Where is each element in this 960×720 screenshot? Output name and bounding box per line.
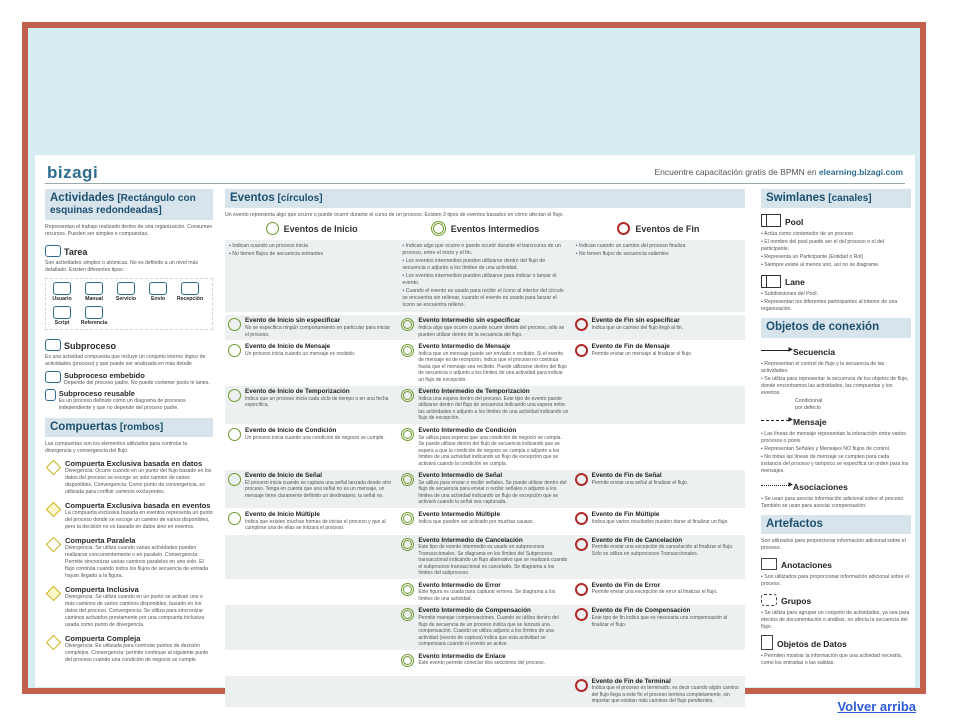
bpmn-poster	[35, 155, 915, 705]
artefactos-heading: Artefactos	[761, 515, 911, 534]
note-item: ▪ Indican cuando un camino del proceso finaliza	[576, 243, 741, 250]
lane-icon	[761, 275, 781, 288]
task-type-3	[145, 282, 171, 302]
task-type-4	[177, 282, 203, 302]
conditional-flow-label: Condicional	[795, 397, 823, 404]
bizagi-logo: bizagi	[47, 163, 99, 182]
event-cell-intermedio	[398, 470, 571, 508]
subproceso-block: Subproceso Es una actividad compuesta que incluye un conjunto interno lógico de actividades (proceso) y que puede ser analizada en más detalle Subproceso embebido Depende del proceso padre. No puede contener pools ni lanes. Subproceso reusable Es un proceso definido como un diagrama de procesos independiente y que no depende del proceso padre.	[45, 336, 213, 412]
task-type-label: Recepción	[176, 295, 204, 302]
association-icon	[761, 485, 789, 486]
event-name: Evento Intermedio de Señal	[418, 472, 503, 480]
event-cell-fin	[572, 386, 745, 424]
event-desc: El proceso inicia cuando se captura una señal lanzada desde otro proceso. Tenga en cuenta que una señal no es un mensaje, un mensaje tiene claramente definido un destinatario, la señal no.	[245, 479, 391, 499]
event-inicio-icon	[228, 389, 241, 402]
swimlanes-heading: Swimlanes [canales]	[761, 189, 911, 208]
event-name: Evento Intermedio de Condición	[418, 426, 517, 434]
gateway-name: Compuerta Inclusiva	[65, 585, 139, 595]
event-inicio-icon	[228, 428, 241, 441]
event-cell-intermedio	[398, 535, 571, 579]
task-type-label: Servicio	[115, 295, 137, 302]
task-type-2	[113, 282, 139, 302]
event-row	[225, 650, 745, 675]
event-name: Evento Intermedio de Temporización	[418, 388, 530, 396]
event-cell-intermedio	[398, 605, 571, 649]
gateway-desc: Divergencia: Es utilizada para controlar puntos de decisión complejos. Convergencia: permite continuar al siguiente punto del proceso cuando una condición de negocio se cumple.	[65, 643, 209, 664]
event-columns-header: Eventos de Inicio Eventos Intermedios Eventos de Fin	[225, 221, 745, 236]
event-desc: No se especifica ningún comportamiento en particular para iniciar el proceso.	[245, 325, 391, 338]
note-item: ▪ Representan el control de flujo y la secuencia de las actividades.	[761, 361, 911, 375]
event-row	[225, 469, 745, 508]
event-fin-icon	[575, 538, 588, 551]
event-name: Evento Intermedio de Error	[418, 581, 501, 589]
start-event-icon	[266, 222, 279, 235]
event-name: Evento de Fin de Compensación	[591, 607, 691, 615]
note-item: ▪ No tienen flujos de secuencia salientes	[576, 251, 741, 258]
task-type-icon	[53, 282, 71, 295]
task-type-label: Referencia	[80, 319, 108, 326]
gateway-diamond-icon	[46, 537, 62, 553]
note-item: ▪ Indican algo que ocurre o puede ocurrir durante el transcurso de un proceso, entre el inicio y el fin.	[402, 243, 567, 257]
note-item: ▪ Cuando el evento es usado para recibir el ícono al interior del círculo se encuentra sin rellenar, cuando el evento es usado para lanzar el ícono se encuentra relleno.	[402, 288, 567, 309]
note-item: ▪ No todas las líneas de mensaje se cumplen para cada instancia del proceso y tampoco se especifica un orden para los mensajes.	[761, 454, 911, 475]
event-desc: Indica una espera dentro del proceso. Este tipo de evento puede utilizarse dentro del flujo de secuencia indicando una espera entre las actividades o adjunto a los límites de una actividad indicando un flujo de excepción.	[418, 395, 569, 422]
tarea-block: Tarea Son actividades simples o atómicas. No es definido a un nivel más detallado. Existen diferentes tipos:	[45, 242, 213, 274]
event-name: Evento de Inicio Múltiple	[245, 510, 320, 518]
gateway-item	[45, 634, 213, 664]
event-inicio-icon	[228, 318, 241, 331]
event-name: Evento de Fin de Señal	[591, 472, 662, 480]
event-desc: Permite manejar compensaciones. Cuando se utiliza dentro del flujo de secuencia de un proceso indica que se lanzará una compensación. Cuando se utiliza adjunto a los límites de una actividad (evento de captura) indica que esta actividad se compensará cuando el evento se active.	[418, 615, 559, 648]
tagline: Encuentre capacitación gratis de BPMN en elearning.bizagi.com	[654, 167, 903, 177]
gateway-item	[45, 536, 213, 580]
pool-icon	[761, 214, 781, 227]
event-cell-fin	[572, 315, 745, 340]
gateway-name: Compuerta Compleja	[65, 634, 141, 644]
event-desc: Indica algo que ocurre o puede ocurrir dentro del proceso, sólo se pueden utilizar dentro de la secuencia del flujo.	[418, 325, 565, 338]
event-desc: Este evento permite conectar dos secciones del proceso.	[418, 660, 546, 667]
event-desc: Indica que el proceso es terminado, es decir cuando algún camino del flujo llega a este fin el proceso termina completamente, sin importar que existan más caminos del flujo pendientes.	[591, 685, 739, 705]
event-desc: Un proceso inicia cuando una condición de negocio se cumple.	[245, 434, 385, 441]
task-type-grid	[45, 278, 213, 330]
event-name: Evento de Fin de Error	[591, 581, 661, 589]
event-desc: Indica que existen muchas formas de iniciar el proceso y que al cumplirse una de ellas se iniciará el proceso.	[245, 518, 386, 531]
event-name: Evento de Fin de Mensaje	[591, 343, 670, 351]
task-type-label: Manual	[85, 295, 103, 302]
task-type-0	[49, 282, 75, 302]
event-fin-icon	[575, 583, 588, 596]
event-cell-fin	[572, 605, 745, 649]
event-desc: Indica que pueden ser activado por muchas causas.	[418, 518, 534, 525]
group-icon	[761, 594, 777, 606]
event-row	[225, 534, 745, 579]
event-desc: Indica que un proceso inicia cada ciclo de tiempo o en una fecha específica.	[245, 395, 389, 409]
event-cell-fin	[572, 651, 745, 675]
event-cell-inicio	[225, 470, 398, 508]
event-desc: Indica que un camino del flujo llegó al fin.	[591, 325, 684, 332]
gateway-name: Compuerta Paralela	[65, 536, 136, 546]
gateway-item	[45, 501, 213, 531]
event-cell-intermedio	[398, 580, 571, 605]
event-cell-inicio	[225, 425, 398, 469]
event-name: Evento de Fin Múltiple	[591, 510, 660, 518]
event-fin-icon	[575, 473, 588, 486]
event-fin-icon	[575, 344, 588, 357]
event-desc: Indica que varios resultados pueden darse al finalizar un flujo.	[591, 518, 729, 525]
event-name: Evento Intermedio Múltiple	[418, 510, 500, 518]
event-name: Evento de Fin sin especificar	[591, 317, 680, 325]
gateway-desc: Divergencia: Se utiliza cuando varias actividades pueden realizarse concurrentemente o en paralelo. Convergencia: Permite sincronizar varias caminos paralelos en uno solo. El flujo continúa cuando todos los flujos de secuencia de entrada hayan llegado a la figura.	[65, 545, 209, 580]
event-row	[225, 340, 745, 385]
back-to-top-link[interactable]: Volver arriba	[837, 699, 916, 714]
event-desc: Un proceso inicia cuando un mensaje es recibido.	[245, 350, 356, 357]
gateway-diamond-icon	[46, 460, 62, 476]
gateway-item	[45, 459, 213, 496]
gateway-list	[45, 459, 213, 664]
event-row	[225, 675, 745, 707]
event-cell-intermedio	[398, 425, 571, 469]
task-type-icon	[149, 282, 167, 295]
event-cell-inicio	[225, 676, 398, 707]
event-cell-fin	[572, 509, 745, 534]
actividades-heading: Actividades [Rectángulo con esquinas redondeadas]	[45, 189, 213, 220]
event-cell-fin	[572, 580, 745, 605]
intermediate-event-icon	[431, 221, 446, 236]
event-intermedio-icon	[401, 318, 414, 331]
gateway-desc: La compuerta exclusiva basada en eventos representa un punto del proceso donde se escoge un camino de varios disponibles, pero la decisión no es basada en datos sino en eventos.	[65, 510, 213, 531]
note-item: ▪ Se usan para asociar información adicional sobre el proceso. También se usan para asociar compensación.	[761, 496, 911, 510]
compuertas-heading: Compuertas [rombos]	[45, 418, 213, 437]
note-item: ▪ Son utilizados para proporcionar información adicional sobre el proceso.	[761, 574, 911, 588]
poster-header	[45, 161, 905, 184]
annotation-icon	[761, 558, 777, 570]
note-item: ▪ Representan los diferentes participantes al interior de una organización.	[761, 299, 911, 313]
event-name: Evento de Inicio de Condición	[245, 426, 337, 434]
event-name: Evento Intermedio de Cancelación	[418, 536, 523, 544]
event-intermedio-icon	[401, 473, 414, 486]
event-intermedio-icon	[401, 538, 414, 551]
event-notes	[225, 240, 745, 312]
event-cell-intermedio	[398, 651, 571, 675]
event-cell-inicio	[225, 651, 398, 675]
note-item: ▪ Las líneas de mensaje representan la interacción entre varios procesos o pools.	[761, 431, 911, 445]
task-type-icon	[181, 282, 199, 295]
gateway-desc: Divergencia: Ocurre cuando en un punto del flujo basado en los datos del proceso se escoge un solo camino de varios disponibles. Convergencia: Como punto de convergencia, es utilizada para confluir caminos excluyentes.	[65, 468, 212, 496]
tagline-site: elearning.bizagi.com	[818, 167, 903, 177]
event-intermedio-icon	[401, 428, 414, 441]
event-inicio-icon	[228, 473, 241, 486]
event-inicio-icon	[228, 344, 241, 357]
event-intermedio-icon	[401, 512, 414, 525]
column-swimlanes: Swimlanes [canales] Pool ▪ Actúa como contenedor de un proceso ▪ El nombre del pool puede ser el del proceso o el del participante. ▪ Representa un Participante (Entidad o Rol) ▪ Siempre existe al menos uno, así no se diagrame. Lane ▪ Subdivisiones del Pool. ▪ Representan los diferentes participantes al interior de una organización. Objetos de conexión ▶Secuencia ▪ Representan el control de flujo y la secuencia de las actividades. ▪ Se utiliza para representar la secuencia de los objetos de flujo, donde encontramos las actividades, las compuertas y los eventos. Condicional por defecto ▶Mensaje ▪ Las líneas de mensaje representan la interacción entre varios procesos o pools. ▪ Representan Señales y Mensajes NO flujos de control. ▪ No todas las líneas de mensaje se cumplen para cada instancia del proceso y tampoco se especifica un orden para los mensajes. ▶Asociaciones ▪ Se usan para asociar información adicional sobre el proceso. También se usan para asociar compensación. Artefactos Son utilizados para proporcionar información adicional sobre el proceso. Anotaciones ▪ Son utilizados para proporcionar información adicional sobre el proceso. Grupos ▪ Se utiliza para agrupar un conjunto de actividades, ya sea para efectos de documentación o análisis, no afecta la secuencia del flujo. Objetos de Datos ▪ Permiten mostrar la información que una actividad necesita, como los entradas o las salidas.	[761, 189, 911, 668]
event-name: Evento Intermedio de Enlace	[418, 652, 506, 660]
event-desc: Este figura es usada para capturar errores. Se diagrama a los límites de una actividad.	[418, 589, 556, 602]
event-cell-inicio	[225, 605, 398, 649]
event-name: Evento Intermedio sin especificar	[418, 317, 521, 325]
event-cell-fin	[572, 425, 745, 469]
sequence-flow-icon	[761, 350, 789, 351]
gateway-desc: Divergencia: Se utiliza cuando en un punto se activan uno o más caminos de varios caminos disponibles, basado en los datos del proceso. Convergencia: Se utiliza para sincronizar caminos activados previamente por una compuerta inclusiva usada como punto de divergencia.	[65, 594, 204, 629]
event-desc: Este tipo de evento intermedio es usado en subprocesos Transaccionales. Se diagrama en los límites del Subproceso transaccional indicando un flujo alternativo que se realizará cuando el subproceso transaccional es cancelado. Se diagrama a los límites del subproceso.	[418, 544, 568, 577]
gateway-item	[45, 585, 213, 629]
event-cell-inicio	[225, 509, 398, 534]
event-name: Evento de Inicio de Temporización	[245, 388, 350, 396]
event-cell-intermedio	[398, 509, 571, 534]
event-intermedio-icon	[401, 389, 414, 402]
note-item: ▪ Permiten mostrar la información que una actividad necesita, como los entradas o las salidas.	[761, 653, 911, 667]
note-item: ▪ Actúa como contenedor de un proceso	[761, 231, 911, 238]
event-cell-fin	[572, 341, 745, 385]
event-cell-fin	[572, 535, 745, 579]
event-row	[225, 508, 745, 534]
column-events: Eventos [círculos] Un evento representa algo que ocurre o puede ocurrir durante el curso de un proceso. Existen 3 tipos de eventos basados en cómo afectan el flujo. Eventos de Inicio Eventos Intermedios Eventos de Fin ▪ Indican cuando un proceso inicia ▪ No tienen flujos de secuencia entrantes ▪ Indican algo que ocurre o puede ocurrir durante el transcurso de un proceso, entre el inicio y el fin. ▪ Los eventos intermedios pueden utilizarse dentro del flujo de secuencia o adjunto a los límites de una actividad. ▪ Los eventos intermedios pueden utilizarse para indicar o lanzar el evento. ▪ Cuando el evento es usado para recibir el ícono al interior del círculo se encuentra sin rellenar, cuando el evento es usado para lanzar el ícono se encuentra relleno. ▪ Indican cuando un camino del proceso finaliza ▪ No tienen flujos de secuencia salientes Evento de Inicio sin especificar No se especifica ningún comportamiento en particular para iniciar el proceso. Evento Intermedio sin especificar Indica algo que ocurre o puede ocurrir dentro del proceso, sólo se pueden utilizar dentro de la secuencia del flujo. Evento de Fin sin especificar Indica que un camino del flujo llegó al fin. Evento de Inicio de Mensaje Un proceso inicia cuando un mensaje es recibido. Evento Intermedio de Mensaje Indica que un mensaje puede ser enviado o recibido. Si el evento de mensaje es de recepción, indica que el proceso no continúa hasta que el mensaje sea recibido. Puede utilizarse dentro del flujo de secuencia o adjunto a los límites de una actividad para indicar un flujo de excepción. Evento de Fin de Mensaje Permite enviar un mensaje al finalizar el flujo. Evento de Inicio de Temporización Indica que un proceso inicia cada ciclo de tiempo o en una fecha específica. Evento Intermedio de Temporización Indica una espera dentro del proceso. Este tipo de evento puede utilizarse dentro del flujo de secuencia indicando una espera entre las actividades o adjunto a los límites de una actividad indicando un flujo de excepción. Evento de Inicio de Condición Un proceso inicia cuando una condición de negocio se cumple. Evento Intermedio de Condición Se utiliza para esperar que una condición de negocio se cumpla. Se puede utilizar dentro del flujo de secuencia indicando que se espera a que la condición de negocio se cumpla o adjunto a los límites de una actividad indicando un flujo de excepción que se activará cuando la condición se cumpla. Evento de Inicio de Señal El proceso inicia cuando se captura una señal lanzada desde otro proceso. Tenga en cuenta que una señal no es un mensaje, un mensaje tiene claramente definido un destinatario, la señal no. Evento Intermedio de Señal Se utiliza para enviar o recibir señales. Se puede utilizar dentro del flujo de secuencia para enviar o recibir señales o adjunto a los límites de una actividad indicando un flujo de excepción que se activará cuando la señal sea capturada. Evento de Fin de Señal Permite enviar una señal al finalizar el flujo. Evento de Inicio Múltiple Indica que existen muchas formas de iniciar el proceso y que al cumplirse una de ellas se iniciará el proceso. Evento Intermedio Múltiple Indica que pueden ser activado por muchas causas. Evento de Fin Múltiple Indica que varios resultados pueden darse al finalizar un flujo. Evento Intermedio de Cancelación Este tipo de evento intermedio es usado en subprocesos Transaccionales. Se diagrama en los límites del Subproceso transaccional indicando un flujo alternativo que se realizará cuando el subproceso transaccional es cancelado. Se diagrama a los límites del subproceso. Evento de Fin de Cancelación Permite enviar una excepción de cancelación al finalizar el flujo. Sólo se utiliza en subprocesos Transaccionales. Evento Intermedio de Error Este figura es usada para capturar errores. Se diagrama a los límites de una actividad. Evento de Fin de Error Permite enviar una excepción de error al finalizar el flujo. Evento Intermedio de Compensación Permite manejar compensaciones. Cuando se utiliza dentro del flujo de secuencia de un proceso indica que se lanzará una compensación. Cuando se utiliza adjunto a los límites de una actividad (evento de captura) indica que esta actividad se compensará cuando el evento se active. Evento de Fin de Compensación Este tipo de fin indica que es necesaria una compensación al finalizar el flujo. Evento Intermedio de Enlace Este evento permite conectar dos secciones del proceso. Evento de Fin de Terminal Indica que el proceso es terminado, es decir cuando algún camino del flujo llega a este fin el proceso termina completamente, sin importar que existan más caminos del flujo pendientes.	[225, 189, 745, 707]
gateway-diamond-icon	[46, 586, 62, 602]
note-item: ▪ Subdivisiones del Pool.	[761, 291, 911, 298]
event-row	[225, 314, 745, 340]
conexion-heading: Objetos de conexión	[761, 318, 911, 337]
note-item: ▪ Indican cuando un proceso inicia	[229, 243, 394, 250]
message-flow-icon	[761, 420, 789, 421]
note-item: ▪ Los eventos intermedios pueden utilizarse dentro del flujo de secuencia o adjunto a los límites de una actividad.	[402, 258, 567, 272]
eventos-heading: Eventos [círculos]	[225, 189, 745, 208]
event-cell-inicio	[225, 535, 398, 579]
event-fin-icon	[575, 512, 588, 525]
task-type-icon	[85, 282, 103, 295]
note-item: ▪ Los eventos intermedios pueden utilizarse para indicar o lanzar el evento.	[402, 273, 567, 287]
task-type-label: Script	[54, 319, 70, 326]
note-item: ▪ Se utiliza para agrupar un conjunto de actividades, ya sea para efectos de documentación o análisis, no afecta la secuencia del flujo.	[761, 610, 911, 631]
task-type-icon	[53, 306, 71, 319]
event-name: Evento Intermedio de Mensaje	[418, 343, 511, 351]
gateway-diamond-icon	[46, 635, 62, 651]
event-inicio-icon	[228, 512, 241, 525]
note-item: ▪ El nombre del pool puede ser el del proceso o el del participante.	[761, 239, 911, 253]
data-object-icon	[761, 635, 773, 650]
task-type-5	[49, 306, 75, 326]
event-cell-intermedio	[398, 315, 571, 340]
gateway-name: Compuerta Exclusiva basada en datos	[65, 459, 203, 469]
event-desc: Se utiliza para esperar que una condición de negocio se cumpla. Se puede utilizar dentro del flujo de secuencia indicando que se espera a que la condición de negocio se cumpla o adjunto a los límites de una actividad indicando un flujo de excepción que se activará cuando la condición se cumpla.	[418, 434, 562, 467]
event-cell-inicio	[225, 580, 398, 605]
event-desc: Permite enviar una excepción de error al finalizar el flujo.	[591, 589, 718, 596]
note-item: ▪ Representa un Participante (Entidad o Rol)	[761, 254, 911, 261]
note-item: ▪ Representan Señales y Mensajes NO flujos de control.	[761, 446, 911, 453]
event-name: Evento de Fin de Terminal	[591, 677, 671, 685]
event-cell-inicio	[225, 341, 398, 385]
note-item: ▪ No tienen flujos de secuencia entrantes	[229, 251, 394, 258]
embedded-subprocess-icon	[45, 371, 61, 383]
event-name: Evento de Inicio sin especificar	[245, 317, 341, 325]
event-name: Evento de Inicio de Señal	[245, 472, 323, 480]
event-name: Evento Intermedio de Compensación	[418, 607, 531, 615]
gateway-name: Compuerta Exclusiva basada en eventos	[65, 501, 211, 511]
event-fin-icon	[575, 608, 588, 621]
event-row	[225, 579, 745, 605]
column-activities: Actividades [Rectángulo con esquinas redondeadas] Representan el trabajo realizado dentro de una organización. Consumen recursos. Pueden ser simples o compuestas. Tarea Son actividades simples o atómicas. No es definido a un nivel más detallado. Existen diferentes tipos: Usuario Manual Servicio Envío Recepción Script Referencia Subproceso Es una actividad compuesta que incluye un conjunto interno lógico de actividades (proceso) y que puede ser analizada en más detalle Subproceso embebido Depende del proceso padre. No puede contener pools ni lanes. Subproceso reusable Es un proceso definido como un diagrama de procesos independiente y que no depende del proceso padre. Compuertas [rombos] Las compuertas son los elementos utilizados para controlar la divergencia y convergencia del flujo. Compuerta Exclusiva basada en datos Divergencia: Ocurre cuando en un punto del flujo basado en los datos del proceso se escoge un solo camino de varios disponibles. Convergencia: Como punto de convergencia, es utilizada para confluir caminos excluyentes. Compuerta Exclusiva basada en eventos La compuerta exclusiva basada en eventos representa un punto del proceso donde se escoge un camino de varios disponibles, pero la decisión no es basada en datos sino en eventos. Compuerta Paralela Divergencia: Se utiliza cuando varias actividades pueden realizarse concurrentemente o en paralelo. Convergencia: Permite sincronizar varias caminos paralelos en uno solo. El flujo continúa cuando todos los flujos de secuencia de entrada hayan llegado a la figura. Compuerta Inclusiva Divergencia: Se utiliza cuando en un punto se activan uno o más caminos de varios caminos disponibles, basado en los datos del proceso. Convergencia: Se utiliza para sincronizar caminos activados previamente por una compuerta inclusiva usada como punto de divergencia. Compuerta Compleja Divergencia: Es utilizada para controlar puntos de decisión complejos. Convergencia: permite continuar al siguiente punto del proceso cuando una condición de negocio se cumple.	[45, 189, 213, 669]
task-type-1	[81, 282, 107, 302]
gateway-diamond-icon	[46, 502, 62, 518]
event-table	[225, 314, 745, 706]
event-desc: Permite enviar una señal al finalizar el flujo.	[591, 479, 689, 486]
event-cell-fin	[572, 676, 745, 707]
task-type-label: Usuario	[52, 295, 72, 302]
event-intermedio-icon	[401, 344, 414, 357]
event-desc: Se utiliza para enviar o recibir señales. Se puede utilizar dentro del flujo de secuencia para enviar o recibir señales o adjunto a los límites de una actividad indicando un flujo de excepción que se activará cuando la señal sea capturada.	[418, 479, 567, 506]
event-intermedio-icon	[401, 608, 414, 621]
task-icon	[45, 245, 61, 257]
task-type-label: Envío	[150, 295, 166, 302]
event-desc: Permite enviar un mensaje al finalizar el flujo.	[591, 350, 693, 357]
task-type-icon	[85, 306, 103, 319]
event-name: Evento de Inicio de Mensaje	[245, 343, 331, 351]
event-intermedio-icon	[401, 654, 414, 667]
event-name: Evento de Fin de Cancelación	[591, 536, 683, 544]
subprocess-icon	[45, 339, 61, 351]
event-row	[225, 424, 745, 469]
event-cell-inicio	[225, 315, 398, 340]
event-fin-icon	[575, 679, 588, 692]
task-type-icon	[117, 282, 135, 295]
event-cell-fin	[572, 470, 745, 508]
event-fin-icon	[575, 318, 588, 331]
default-flow-label: por defecto	[795, 404, 821, 411]
note-item: ▪ Siempre existe al menos uno, así no se diagrame.	[761, 262, 911, 269]
event-cell-inicio	[225, 386, 398, 424]
note-item: ▪ Se utiliza para representar la secuencia de los objetos de flujo, donde encontramos las actividades, las compuertas y los eventos.	[761, 376, 911, 397]
end-event-icon	[617, 222, 630, 235]
event-cell-intermedio	[398, 676, 571, 707]
event-desc: Este tipo de fin indica que es necesaria una compensación al finalizar el flujo.	[591, 615, 728, 628]
event-intermedio-icon	[401, 583, 414, 596]
event-desc: Indica que un mensaje puede ser enviado o recibido. Si el evento de mensaje es de recepción, indica que el proceso no continúa hasta que el mensaje sea recibido. Puede utilizarse dentro del flujo de secuencia o adjunto a los límites de una actividad para indicar un flujo de excepción.	[418, 350, 567, 383]
event-cell-intermedio	[398, 386, 571, 424]
event-cell-intermedio	[398, 341, 571, 385]
event-row	[225, 604, 745, 649]
task-type-6	[81, 306, 107, 326]
reusable-subprocess-icon	[45, 389, 56, 401]
event-desc: Permite enviar una excepción de cancelación al finalizar el flujo. Sólo se utiliza en subprocesos Transaccionales.	[591, 544, 734, 557]
actividades-intro: Representan el trabajo realizado dentro de una organización. Consumen recursos. Pueden ser simples o compuestas.	[45, 223, 213, 237]
event-row	[225, 385, 745, 424]
